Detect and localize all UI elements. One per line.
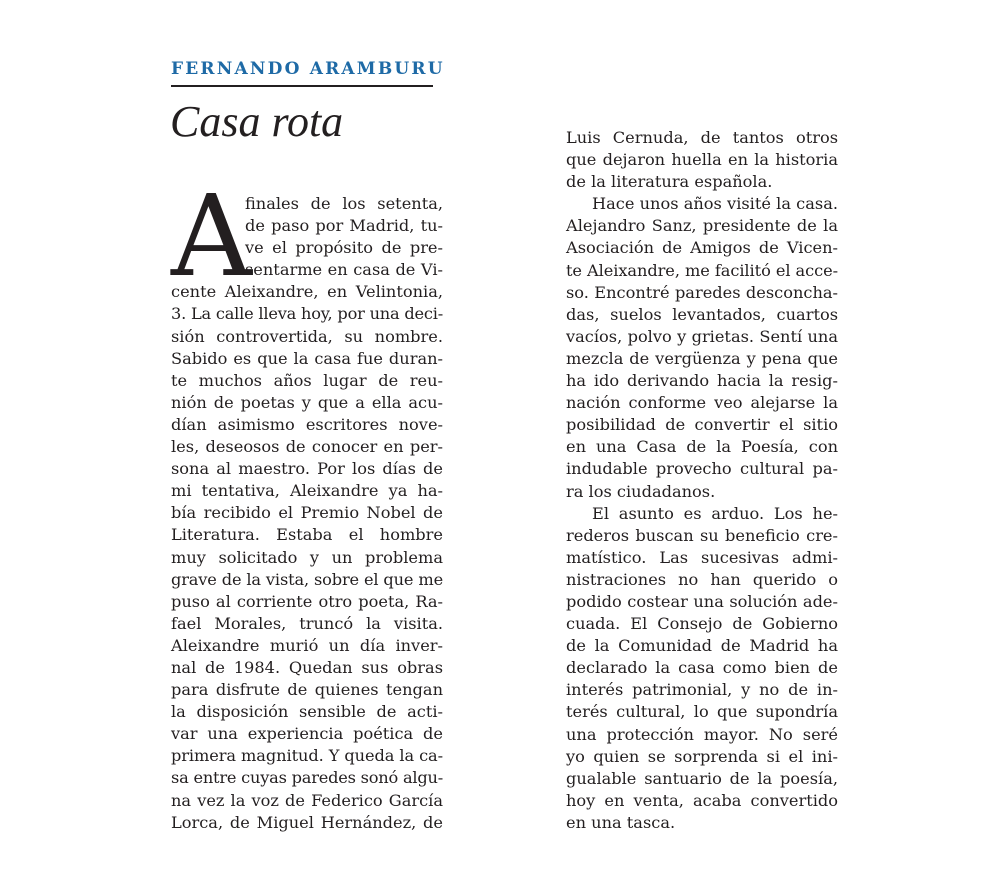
text-line: cuada. El Consejo de Gobierno: [566, 614, 838, 634]
text-line: ve el propósito de pre-: [245, 238, 443, 258]
text-line: podido costear una solución ade-: [566, 591, 838, 611]
text-line: vacíos, polvo y grietas. Sentí una: [566, 326, 838, 346]
text-line: grave de la vista, sobre el que me: [171, 569, 443, 589]
text-line: en una Casa de la Poesía, con: [566, 437, 838, 457]
headline: Casa rota: [170, 97, 344, 146]
text-line: so. Encontré paredes desconcha-: [566, 282, 838, 302]
text-line: nión de poetas y que a ella acu-: [171, 392, 443, 412]
text-line: ra los ciudadanos.: [566, 481, 716, 501]
text-line: posibilidad de convertir el sitio: [566, 415, 838, 435]
text-line: ha ido derivando hacia la resig-: [566, 371, 838, 391]
text-line: 3. La calle lleva hoy, por una deci-: [171, 304, 443, 324]
text-line: interés patrimonial, y no de in-: [566, 680, 838, 700]
byline: FERNANDO ARAMBURU: [171, 58, 433, 87]
text-line: matístico. Las sucesivas admi-: [566, 547, 838, 567]
text-line: para disfrute de quienes tengan: [171, 680, 443, 700]
text-line: de la literatura española.: [566, 172, 773, 192]
text-line: nación conforme veo alejarse la: [566, 393, 838, 413]
article-column-left: [171, 172, 443, 834]
text-line: fael Morales, truncó la visita.: [171, 613, 443, 633]
text-line: var una experiencia poética de: [171, 724, 443, 744]
text-line: mi tentativa, Aleixandre ya ha-: [171, 481, 443, 501]
text-line: indudable provecho cultural pa-: [566, 459, 838, 479]
text-line: mezcla de vergüenza y pena que: [566, 348, 838, 368]
text-line: les, deseosos de conocer en per-: [171, 437, 443, 457]
text-line: una protección mayor. No seré: [566, 724, 838, 744]
text-line: yo quien se sorprenda si el ini-: [566, 746, 838, 766]
article-column-right: [566, 127, 838, 834]
text-line: Aleixandre murió un día inver-: [171, 635, 443, 655]
text-line: gualable santuario de la poesía,: [566, 768, 838, 788]
text-line: nal de 1984. Quedan sus obras: [171, 657, 443, 677]
text-line: de paso por Madrid, tu-: [245, 216, 443, 236]
text-line: declarado la casa como bien de: [566, 658, 838, 678]
text-line: Alejandro Sanz, presidente de la: [566, 216, 838, 236]
text-line: rederos buscan su beneficio cre-: [566, 525, 838, 545]
text-line: te muchos años lugar de reu-: [171, 370, 443, 390]
text-line: sa entre cuyas paredes sonó algu-: [171, 768, 443, 788]
text-line: terés cultural, lo que supondría: [566, 702, 838, 722]
text-line: dían asimismo escritores nove-: [171, 414, 443, 434]
text-line: sentarme en casa de Vi-: [245, 260, 443, 280]
text-line: nistraciones no han querido o: [566, 569, 838, 589]
text-line: Hace unos años visité la casa.: [592, 194, 838, 214]
text-line: te Aleixandre, me facilitó el acce-: [566, 260, 838, 280]
drop-cap: A: [171, 172, 252, 302]
text-line: muy solicitado y un problema: [171, 547, 443, 567]
text-line: Sabido es que la casa fue duran-: [171, 348, 443, 368]
text-line: Luis Cernuda, de tantos otros: [566, 128, 838, 147]
text-line: Lorca, de Miguel Hernández, de: [171, 812, 443, 832]
text-line: cente Aleixandre, en Velintonia,: [171, 282, 443, 302]
text-line: Literatura. Estaba el hombre: [171, 525, 443, 545]
text-line: El asunto es arduo. Los he-: [592, 503, 838, 523]
text-line: sona al maestro. Por los días de: [171, 459, 443, 479]
text-line: bía recibido el Premio Nobel de: [171, 503, 443, 523]
text-line: puso al corriente otro poeta, Ra-: [171, 591, 443, 611]
text-line: la disposición sensible de acti-: [171, 702, 443, 722]
text-line: finales de los setenta,: [245, 194, 443, 213]
text-line: das, suelos levantados, cuartos: [566, 304, 838, 324]
text-line: primera magnitud. Y queda la ca-: [171, 746, 443, 766]
text-line: na vez la voz de Federico García: [171, 790, 443, 810]
text-line: hoy en venta, acaba convertido: [566, 790, 838, 810]
text-line: en una tasca.: [566, 812, 676, 832]
text-line: Asociación de Amigos de Vicen-: [566, 238, 838, 258]
text-line: sión controvertida, su nombre.: [171, 326, 443, 346]
text-line: de la Comunidad de Madrid ha: [566, 636, 838, 656]
text-line: que dejaron huella en la historia: [566, 150, 838, 170]
